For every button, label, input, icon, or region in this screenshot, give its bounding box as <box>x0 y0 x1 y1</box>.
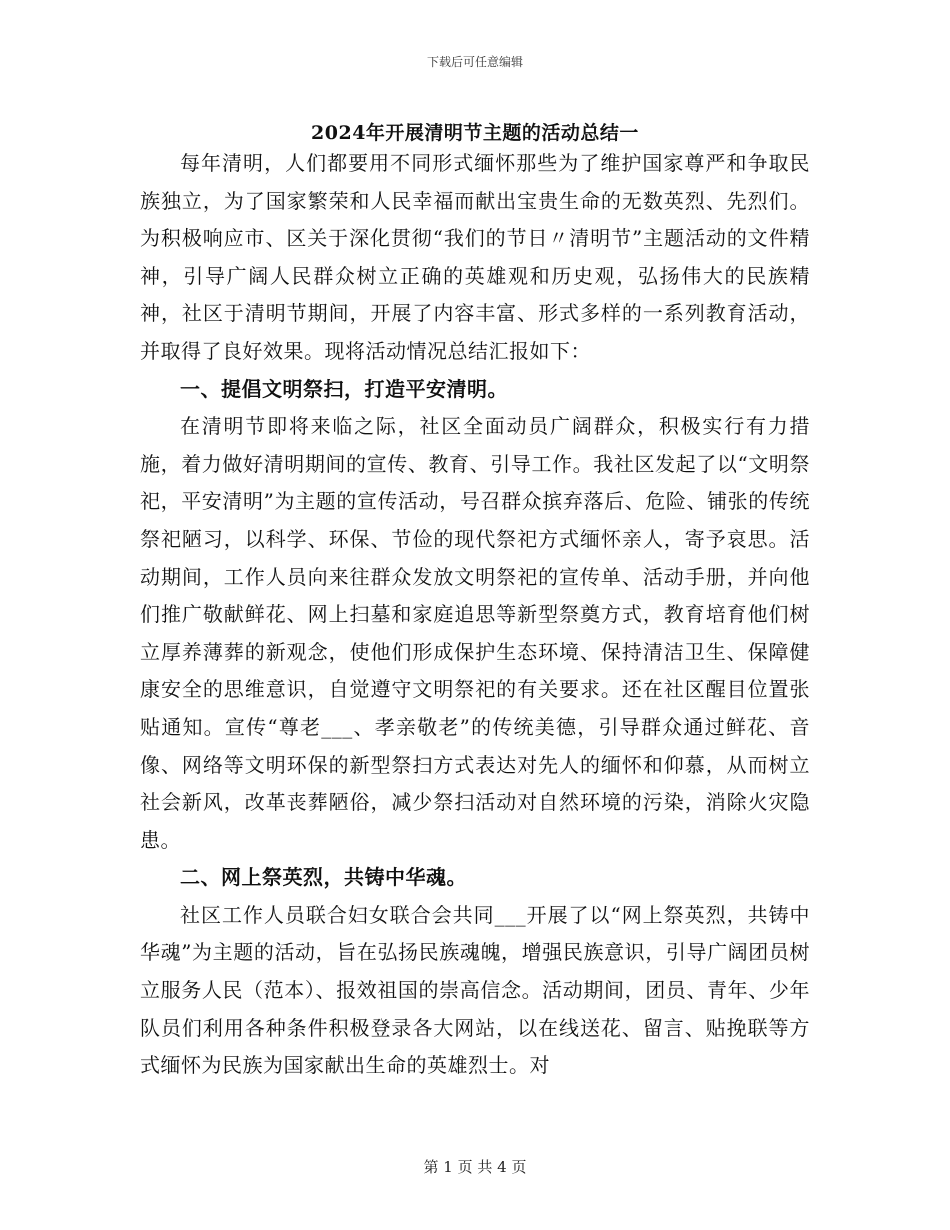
document-title: 2024年开展清明节主题的活动总结一 <box>311 122 639 144</box>
section-1-paragraph: 在清明节即将来临之际，社区全面动员广阔群众，积极实行有力措施，着力做好清明期间的宣传、教育、引导工作。我社区发起了以“文明祭祀，平安清明”为主题的宣传活动，号召群众摈弃落后、危险、铺张的传统祭祀陋习，以科学、环保、节俭的现代祭祀方式缅怀亲人，寄予哀思。活动期间，工作人员向来往群众发放文明祭祀的宣传单、活动手册，并向他们推广敬献鲜花、网上扫墓和家庭追思等新型祭奠方式，教育培育他们树立厚养薄葬的新观念，使他们形成保护生态环境、保持清洁卫生、保障健康安全的思维意识，自觉遵守文明祭祀的有关要求。还在社区醒目位置张贴通知。宣传“尊老___、孝亲敬老”的传统美德，引导群众通过鲜花、音像、网络等文明环保的新型祭扫方式表达对先人的缅怀和仰慕，从而树立社会新风，改革丧葬陋俗，减少祭扫活动对自然环境的污染，消除火灾隐患。 <box>140 414 810 852</box>
intro-paragraph: 每年清明，人们都要用不同形式缅怀那些为了维护国家尊严和争取民族独立，为了国家繁荣和人民幸福而献出宝贵生命的无数英烈、先烈们。为积极响应市、区关于深化贯彻“我们的节日〃清明节”主题活动的文件精神，引导广阔人民群众树立正确的英雄观和历史观，弘扬伟大的民族精神，社区于清明节期间，开展了内容丰富、形式多样的一系列教育活动，并取得了良好效果。现将活动情况总结汇报如下： <box>140 151 810 363</box>
page-number-footer: 第 1 页 共 4 页 <box>423 1158 527 1176</box>
page-header-note: 下载后可任意编辑 <box>426 55 523 69</box>
section-2-heading: 二、网上祭英烈，共铸中华魂。 <box>180 865 467 890</box>
section-2-paragraph: 社区工作人员联合妇女联合会共同___开展了以“网上祭英烈，共铸中华魂”为主题的活动，旨在弘扬民族魂魄，增强民族意识，引导广阔团员树立服务人民（范本）、报效祖国的崇高信念。活动期间，团员、青年、少年队员们利用各种条件积极登录各大网站，以在线送花、留言、贴挽联等方式缅怀为民族为国家献出生命的英雄烈士。对 <box>140 902 810 1078</box>
document-body <box>140 145 810 1085</box>
section-1-heading: 一、提倡文明祭扫，打造平安清明。 <box>180 376 508 401</box>
